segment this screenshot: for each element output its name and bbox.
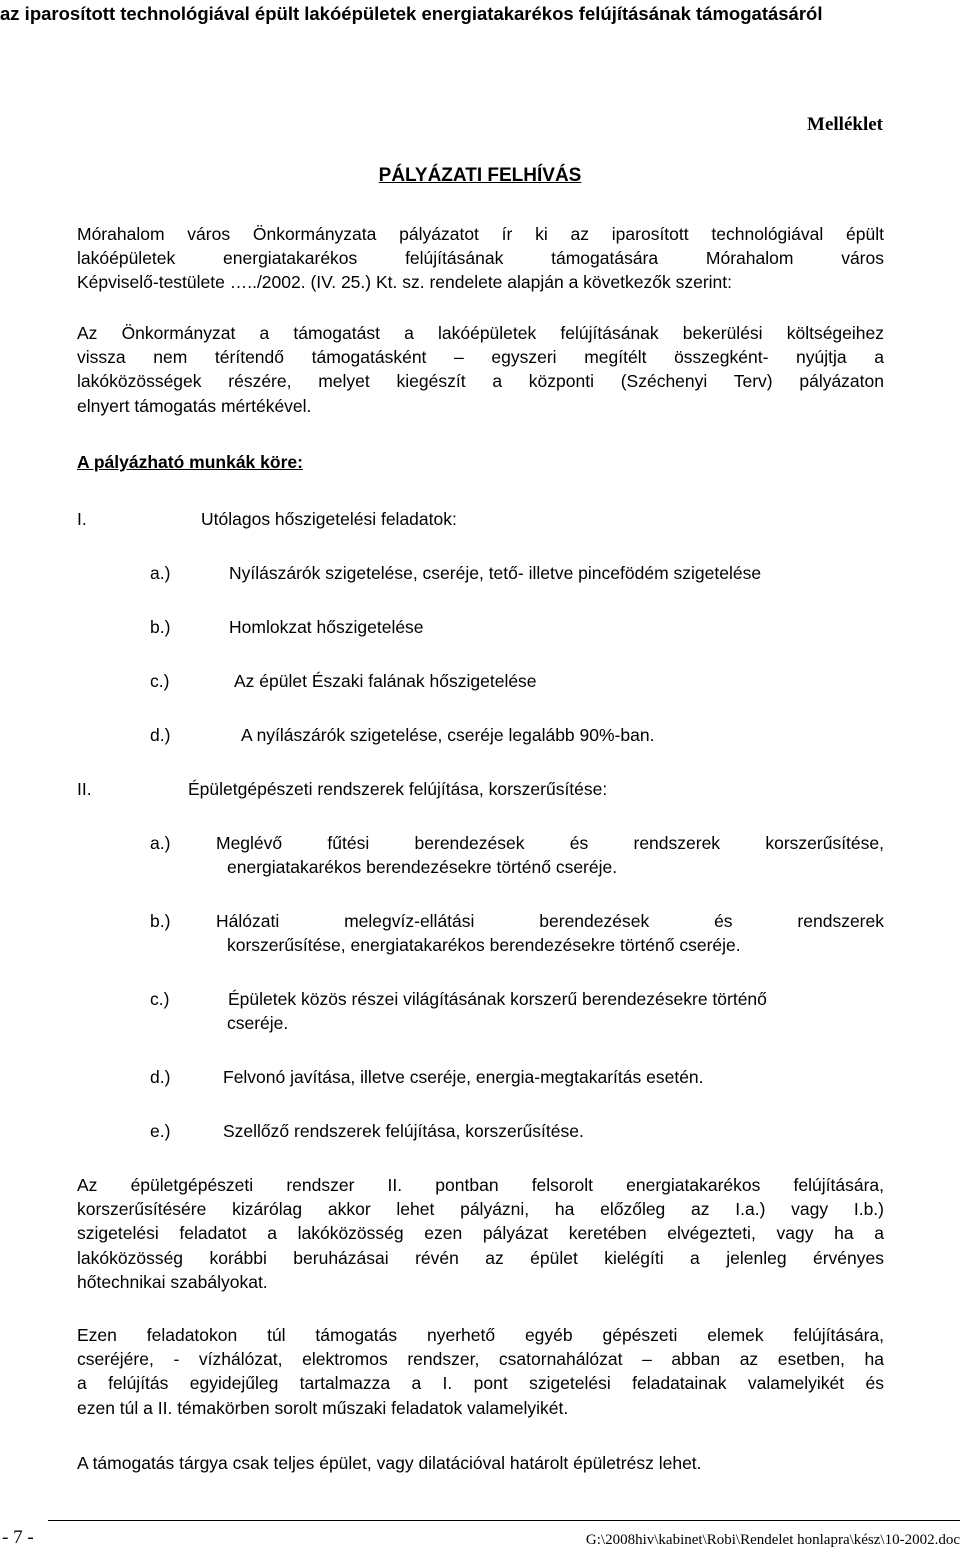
section-ii-item-label: e.) (150, 1121, 171, 1141)
page-header-title: az iparosított technológiával épült lakóépületek energiatakarékos felújításának támogatásáról (0, 3, 823, 24)
section-ii-item-text (216, 909, 884, 933)
intro-line: Képviselő-testülete …../2002. (IV. 25.) Kt. sz. rendelete alapján a következők szerint: (77, 272, 732, 293)
section-ii-item-label: a.) (150, 833, 171, 853)
section-i-item-text: Az épület Északi falának hőszigetelése (234, 671, 537, 691)
section-i-number: I. (77, 509, 87, 529)
file-path: G:\2008hiv\kabinet\Robi\Rendelet honlapra\kész\10-2002.doc (585, 1532, 960, 1548)
support-line: vissza nem térítendő támogatásként – egyszeri megítélt összegként- nyújtja a (77, 347, 884, 368)
extra-line: cseréjére, - vízhálózat, elektromos rendszer, csatornahálózat – abban az esetben, ha (77, 1349, 884, 1370)
item-line: cseréje. (227, 1013, 289, 1033)
section-ii-item-label: c.) (150, 989, 170, 1009)
item-line: korszerűsítése, energiatakarékos berendezésekre történő cseréje. (227, 935, 741, 955)
section-ii-item-label: b.) (150, 911, 171, 931)
support-paragraph (77, 321, 884, 418)
item-line: Épületek közös részei világításának korszerű berendezésekre történő (228, 989, 767, 1009)
section-i-item-label: a.) (150, 563, 171, 583)
closing-sentence: A támogatás tárgya csak teljes épület, vagy dilatációval határolt épületrész lehet. (77, 1453, 702, 1473)
section-i-item-text: Homlokzat hőszigetelése (229, 617, 424, 637)
extra-line: ezen túl a II. témakörben sorolt műszaki feladatok valamelyikét. (77, 1397, 569, 1418)
works-heading: A pályázható munkák köre: (77, 452, 303, 472)
condition-line: korszerűsítésére kizárólag akkor lehet pályázni, ha előzőleg az I.a.) vagy I.b.) (77, 1199, 884, 1220)
item-line: Meglévő fűtési berendezések és rendszerek korszerűsítése, (216, 833, 884, 853)
section-i-item-text: A nyílászárók szigetelése, cseréje legalább 90%-ban. (241, 725, 655, 745)
item-line: Szellőző rendszerek felújítása, korszerűsítése. (223, 1121, 584, 1141)
intro-line: lakóépületek energiatakarékos felújításának támogatására Mórahalom város (77, 248, 884, 269)
extra-line: a felújítás egyidejűleg tartalmazza a I. pont szigetelési feladatainak valamelyikét és (77, 1373, 884, 1394)
support-line: lakóközösségek részére, melyet kiegészít a központi (Széchenyi Terv) pályázaton (77, 371, 884, 392)
extra-line: Ezen feladatokon túl támogatás nyerhető egyéb gépészeti elemek felújítására, (77, 1325, 884, 1345)
item-line: Hálózati melegvíz-ellátási berendezések és rendszerek (216, 911, 884, 931)
page-number: - 7 - (2, 1527, 34, 1548)
section-ii-number: II. (77, 779, 92, 799)
intro-paragraph (77, 222, 884, 295)
annex-label: Melléklet (807, 114, 883, 135)
intro-line: Mórahalom város Önkormányzata pályázatot ír ki az iparosított technológiával épült (77, 224, 884, 244)
section-i-item-text: Nyílászárók szigetelése, cseréje, tető- illetve pincefödém szigetelése (229, 563, 762, 583)
section-ii-title: Épületgépészeti rendszerek felújítása, korszerűsítése: (188, 779, 608, 799)
section-i-item-label: d.) (150, 725, 171, 745)
section-i-item-label: c.) (150, 671, 170, 691)
item-line: energiatakarékos berendezésekre történő cseréje. (227, 857, 618, 877)
support-line: Az Önkormányzat a támogatást a lakóépületek felújításának bekerülési költségeihez (77, 323, 884, 343)
section-i-title: Utólagos hőszigetelési feladatok: (201, 509, 457, 529)
call-title: PÁLYÁZATI FELHÍVÁS (378, 165, 582, 186)
section-ii-item-text (216, 831, 884, 855)
condition-paragraph (77, 1173, 884, 1294)
extra-paragraph (77, 1323, 884, 1420)
footer-divider (48, 1520, 960, 1521)
condition-line: lakóközösség korábbi beruházásai révén az épület kielégíti a jelenleg érvényes (77, 1247, 884, 1268)
condition-line: Az épületgépészeti rendszer II. pontban felsorolt energiatakarékos felújítására, (77, 1175, 884, 1195)
support-line: elnyert támogatás mértékével. (77, 395, 312, 416)
section-i-item-label: b.) (150, 617, 171, 637)
item-line: Felvonó javítása, illetve cseréje, energia-megtakarítás esetén. (223, 1067, 704, 1087)
condition-line: szigetelési feladatot a lakóközösség ezen pályázat keretében elvégezteti, vagy ha a (77, 1223, 884, 1244)
condition-line: hőtechnikai szabályokat. (77, 1271, 268, 1292)
section-ii-item-label: d.) (150, 1067, 171, 1087)
